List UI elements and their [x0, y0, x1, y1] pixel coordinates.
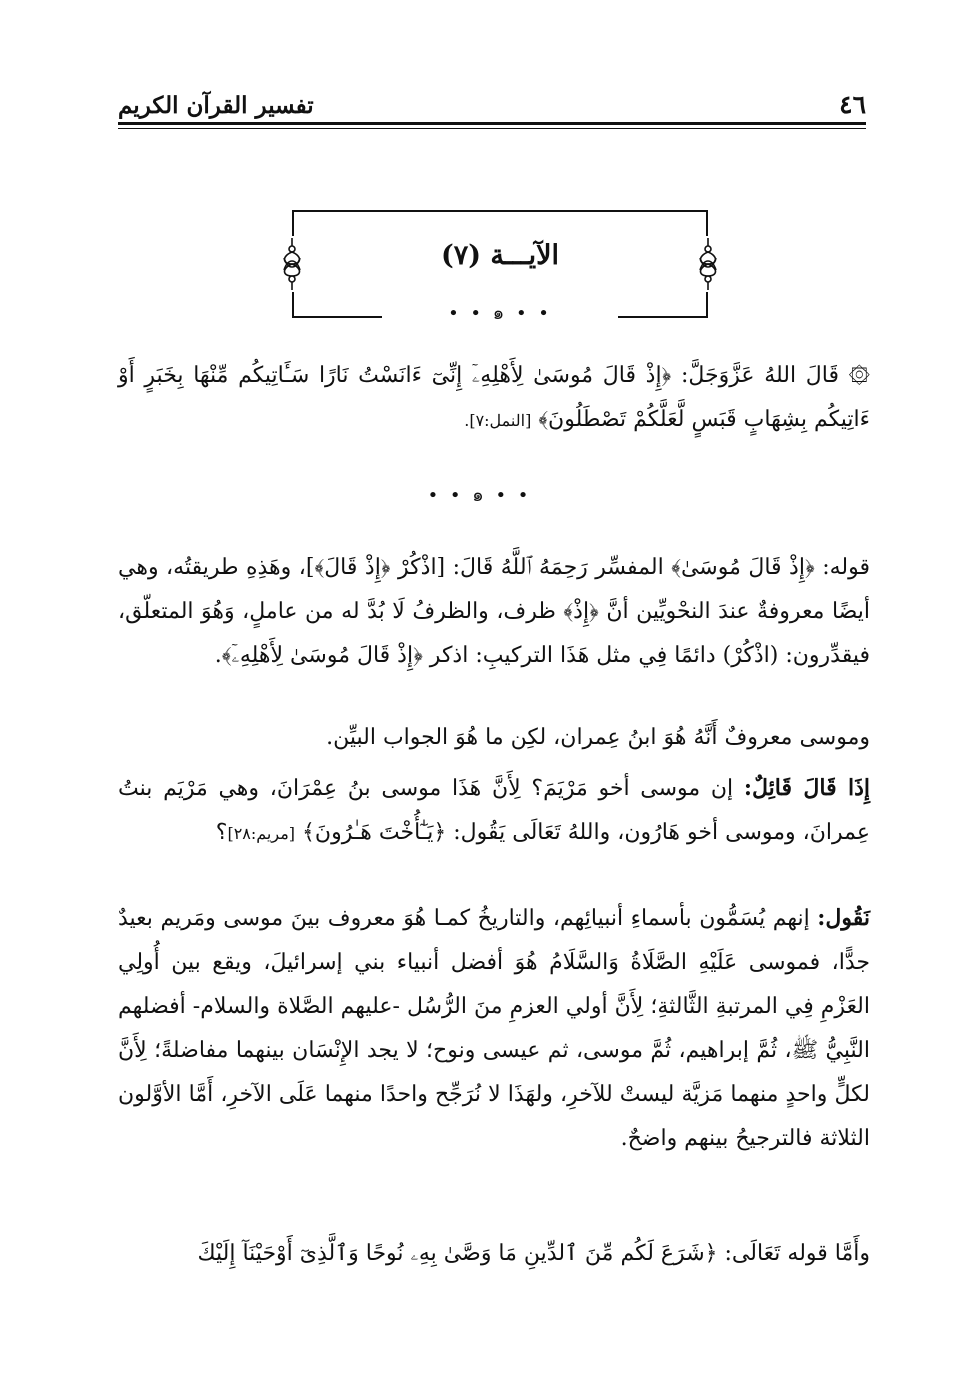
verse-reference: [النمل:٧]. [464, 411, 532, 430]
paragraph-text: إنهم يُسَمُّون بأسماءِ أنبيائِهم، والتاريخُ كمـا هُوَ معروف بينَ موسى ومَريم بعيدٌ جدًّا، فموسى عَلَيْهِ الصَّلَاةُ وَالسَّلَامُ هُوَ أفضل أنبياء بني إسرائيلَ، ويقع بين أُولِي العَزْمِ فِي المرتبةِ الثَّالثةِ؛ لِأَنَّ أولي العزمِ منَ الرُّسُل -عليهم الصَّلاة والسلام- أفضلهم النَّبِيُّ ﷺ، ثُمَّ إبراهيم، ثُمَّ موسى، ثم عيسى ونوح؛ لا يجد الإِنْسَان بينهما مفاضلةً؛ لِأَنَّ لكلٍّ واحدٍ منهما مَزيَّة ليستْ للآخرِ، ولهَذَا لا نُرَجِّح واحدًا منهما عَلَى الآخرِ، أَمَّا الأوَّلون الثلاثة فالترجيحُ بينهم واضحٌ. [118, 906, 870, 1151]
paragraph-text: وأَمَّا قوله تَعَالَى: ﴿شَرَعَ لَكُم مِّنَ ٱلدِّينِ مَا وَصَّىٰ بِهِۦ نُوحًا وَٱلَّذِىٓ أَوْحَيْنَآ إِلَيْكَ [197, 1241, 870, 1266]
paragraph-tail: ؟ [215, 820, 228, 845]
section-title: الآيـــة (٧) [440, 240, 560, 271]
ornament-divider: • • ๑ • • [448, 303, 552, 324]
paragraph [118, 766, 870, 856]
paragraph [118, 716, 870, 760]
book-title: تفسير القرآن الكريم [118, 92, 314, 119]
header-rule [118, 122, 866, 125]
paragraph [118, 1232, 870, 1276]
paragraph-text: وموسى معروفٌ أَنَّهُ هُوَ ابنُ عِمران، لكِن ما هُوَ الجواب البيِّن. [326, 725, 870, 750]
page-header [118, 92, 866, 132]
verse-text: ۞ قَالَ اللهُ عَزَّوَجَلَّ: ﴿إِذْ قَالَ مُوسَىٰ لِأَهْلِهِۦٓ إِنِّىٓ ءَانَسْتُ نَارًا سَـَٔاتِيكُم مِّنْهَا بِخَبَرٍ أَوْ ءَاتِيكُم بِشِهَابٍ قَبَسٍ لَّعَلَّكُمْ تَصْطَلُونَ﴾ [118, 363, 870, 432]
verse-reference: [مريم:٢٨] [227, 824, 296, 843]
paragraph [118, 896, 870, 1161]
ornament-divider: • • ๑ • • [427, 485, 532, 506]
page-number: ٤٦ [839, 90, 866, 119]
paragraph-lead: إِذَا قَالَ قَائِلٌ: [743, 775, 870, 801]
verse-block [118, 354, 870, 443]
section-title-frame [292, 210, 708, 324]
paragraph [118, 546, 870, 678]
header-rule-thin [118, 128, 866, 129]
paragraph-text: إن موسى أخو مَرْيَمَ؟ لِأَنَّ هَذَا موسى بنُ عِمْرَانَ، وهي مَرْيَم بنتُ عِمرانَ، وموسى أخو هَارُون، واللهُ تَعَالَى يَقُول: ﴿يَـٰٓأُخْتَ هَـٰرُونَ﴾ [118, 776, 870, 845]
paragraph-text: قوله: ﴿إِذْ قَالَ مُوسَىٰ﴾ المفسِّر رَحِمَهُ ٱللَّهُ قَالَ: [اذْكُرْ ﴿إِذْ قَالَ﴾]، وهَذِهِ طريقتُه، وهي أيضًا معروفةٌ عندَ النحْويِّين أنَّ ﴿إِذْ﴾ ظرف، والظرفُ لَا بُدَّ له من عاملٍ، وَهُوَ المتعلّق، فيقدِّرون: (اذْكُرْ) دائمًا فِي مثل هَذَا التركيبِ: اذكر ﴿إِذْ قَالَ مُوسَىٰ لِأَهْلِهِۦٓ﴾. [118, 555, 870, 668]
paragraph-lead: نَقُول: [817, 905, 870, 931]
